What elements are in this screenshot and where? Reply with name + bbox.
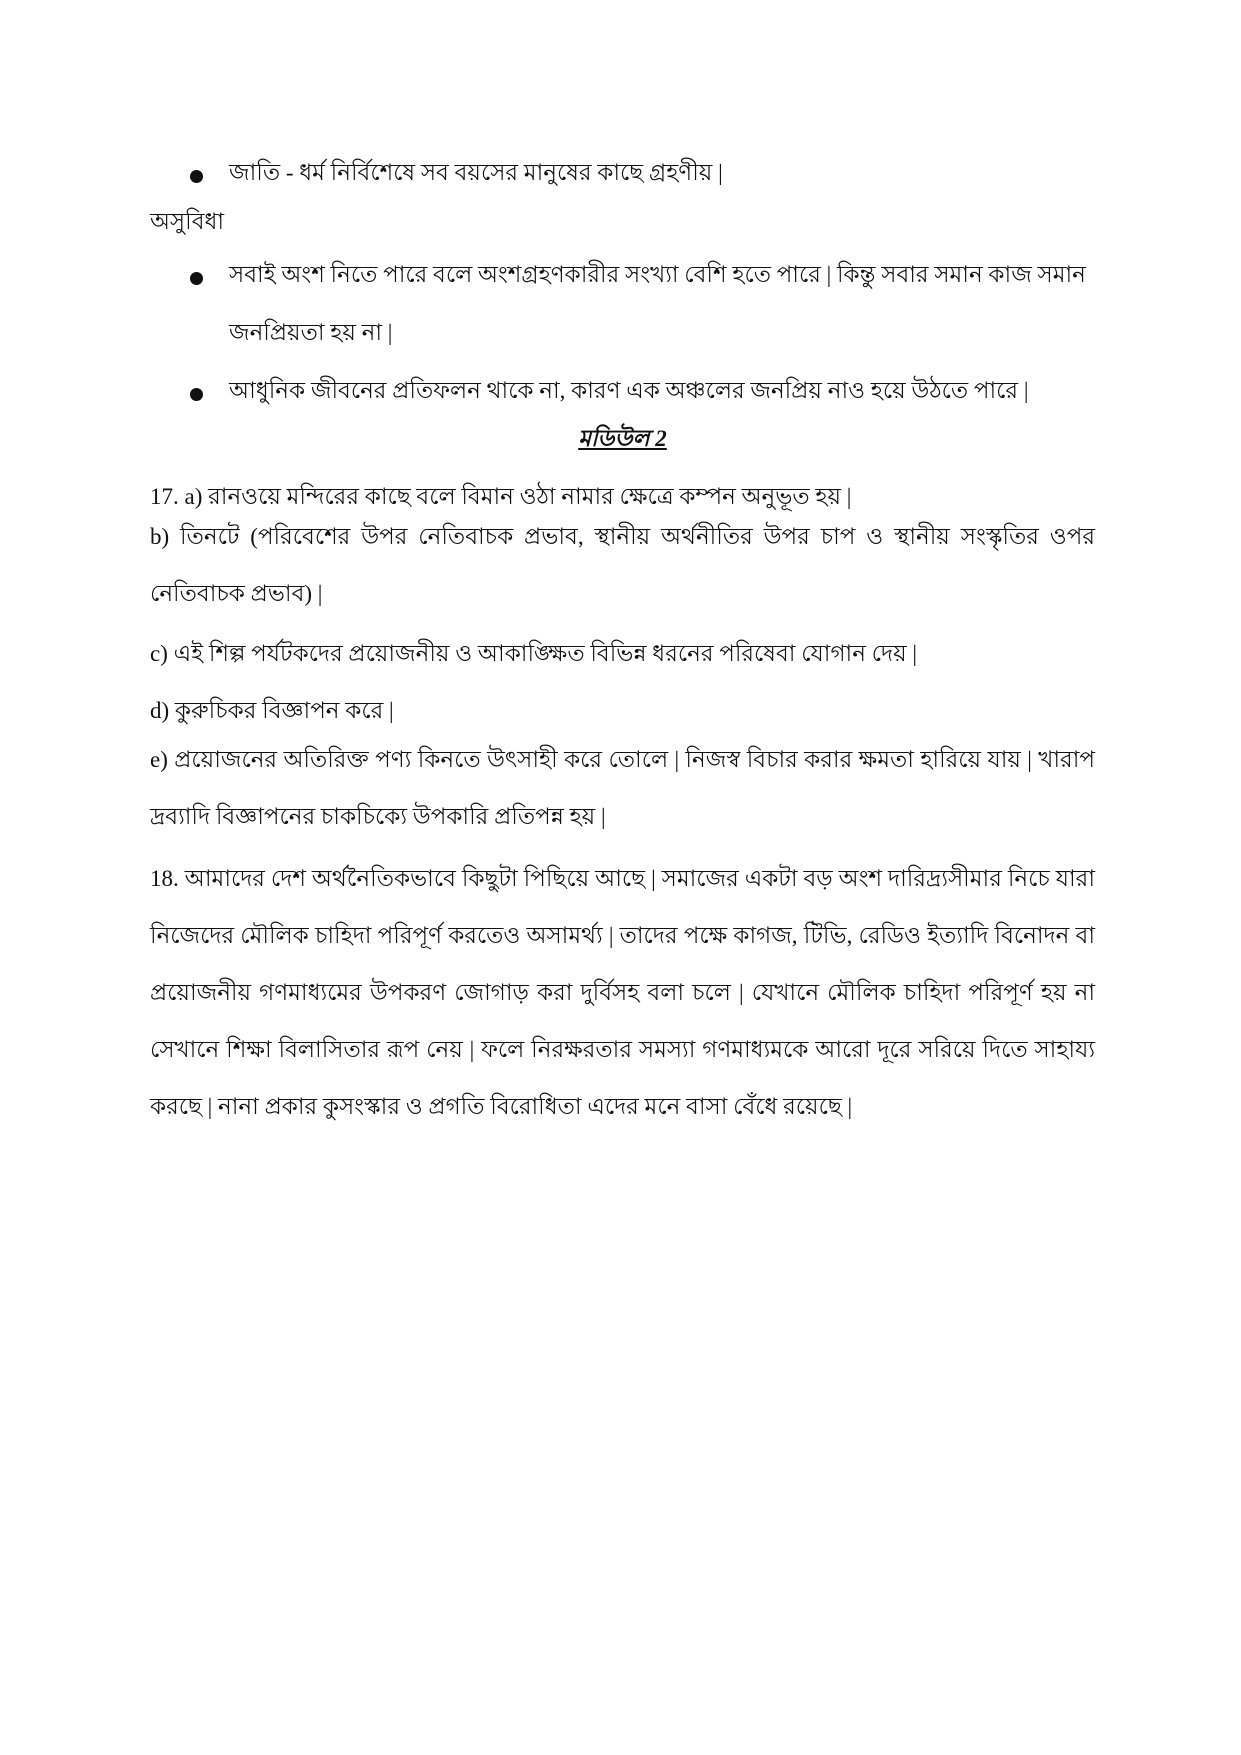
bullet-dot-icon — [190, 170, 203, 183]
bullet-dot-icon — [190, 272, 203, 285]
module-heading-text: মডিউল 2 — [578, 426, 667, 451]
answer-17b: b) তিনটে (পরিবেশের উপর নেতিবাচক প্রভাব, স্থানীয় অর্থনীতির উপর চাপ ও স্থানীয় সংস্কৃতির ওপর নেতিবাচক প্রভাব) | — [150, 524, 1095, 606]
answer-17a: 17. a) রানওয়ে মন্দিরের কাছে বলে বিমান ওঠা নামার ক্ষেত্রে কম্পন অনুভূত হয় | — [150, 484, 852, 509]
answer-17c: c) এই শিল্প পর্যটকদের প্রয়োজনীয় ও আকাঙ্ক্ষিত বিভিন্ন ধরনের পরিষেবা যোগান দেয় | — [150, 641, 917, 666]
answer-17d: d) কুরুচিকর বিজ্ঞাপন করে | — [150, 698, 394, 723]
module-heading — [150, 420, 1095, 459]
disadvantages-label: অসুবিধা — [150, 209, 225, 234]
answer-17e: e) প্রয়োজনের অতিরিক্ত পণ্য কিনতে উৎসাহী করে তোলে | নিজস্ব বিচার করার ক্ষমতা হারিয়ে যায় | খারাপ দ্রব্যাদি বিজ্ঞাপনের চাকচিক্যে উপকারি প্রতিপন্ন হয় | — [150, 747, 1095, 829]
bullet-text: সবাই অংশ নিতে পারে বলে অংশগ্রহণকারীর সংখ্যা বেশি হতে পারে | কিন্তু সবার সমান কাজ সমান জনপ্রিয়তা হয় না | — [229, 262, 1086, 345]
bullet-text: জাতি - ধর্ম নির্বিশেষে সব বয়সের মানুষের কাছে গ্রহণীয় | — [229, 160, 723, 185]
answer-18: 18. আমাদের দেশ অর্থনৈতিকভাবে কিছুটা পিছিয়ে আছে | সমাজের একটা বড় অংশ দারিদ্র্যসীমার নিচে যারা নিজেদের মৌলিক চাহিদা পরিপূর্ণ করতেও অসামর্থ্য | তাদের পক্ষে কাগজ, টিভি, রেডিও ইত্যাদি বিনোদন বা প্রয়োজনীয় গণমাধ্যমের উপকরণ জোগাড় করা দুর্বিসহ বলা চলে | যেখানে মৌলিক চাহিদা পরিপূর্ণ হয় না সেখানে শিক্ষা বিলাসিতার রূপ নেয় | ফলে নিরক্ষরতার সমস্যা গণমাধ্যমকে আরো দূরে সরিয়ে দিতে সাহায্য করছে | নানা প্রকার কুসংস্কার ও প্রগতি বিরোধিতা এদের মনে বাসা বেঁধে রয়েছে | — [150, 866, 1095, 1119]
bullet-dot-icon — [190, 388, 203, 401]
bullet-text: আধুনিক জীবনের প্রতিফলন থাকে না, কারণ এক অঞ্চলের জনপ্রিয় নাও হয়ে উঠতে পারে | — [229, 378, 1029, 403]
document-page — [150, 0, 1095, 1755]
